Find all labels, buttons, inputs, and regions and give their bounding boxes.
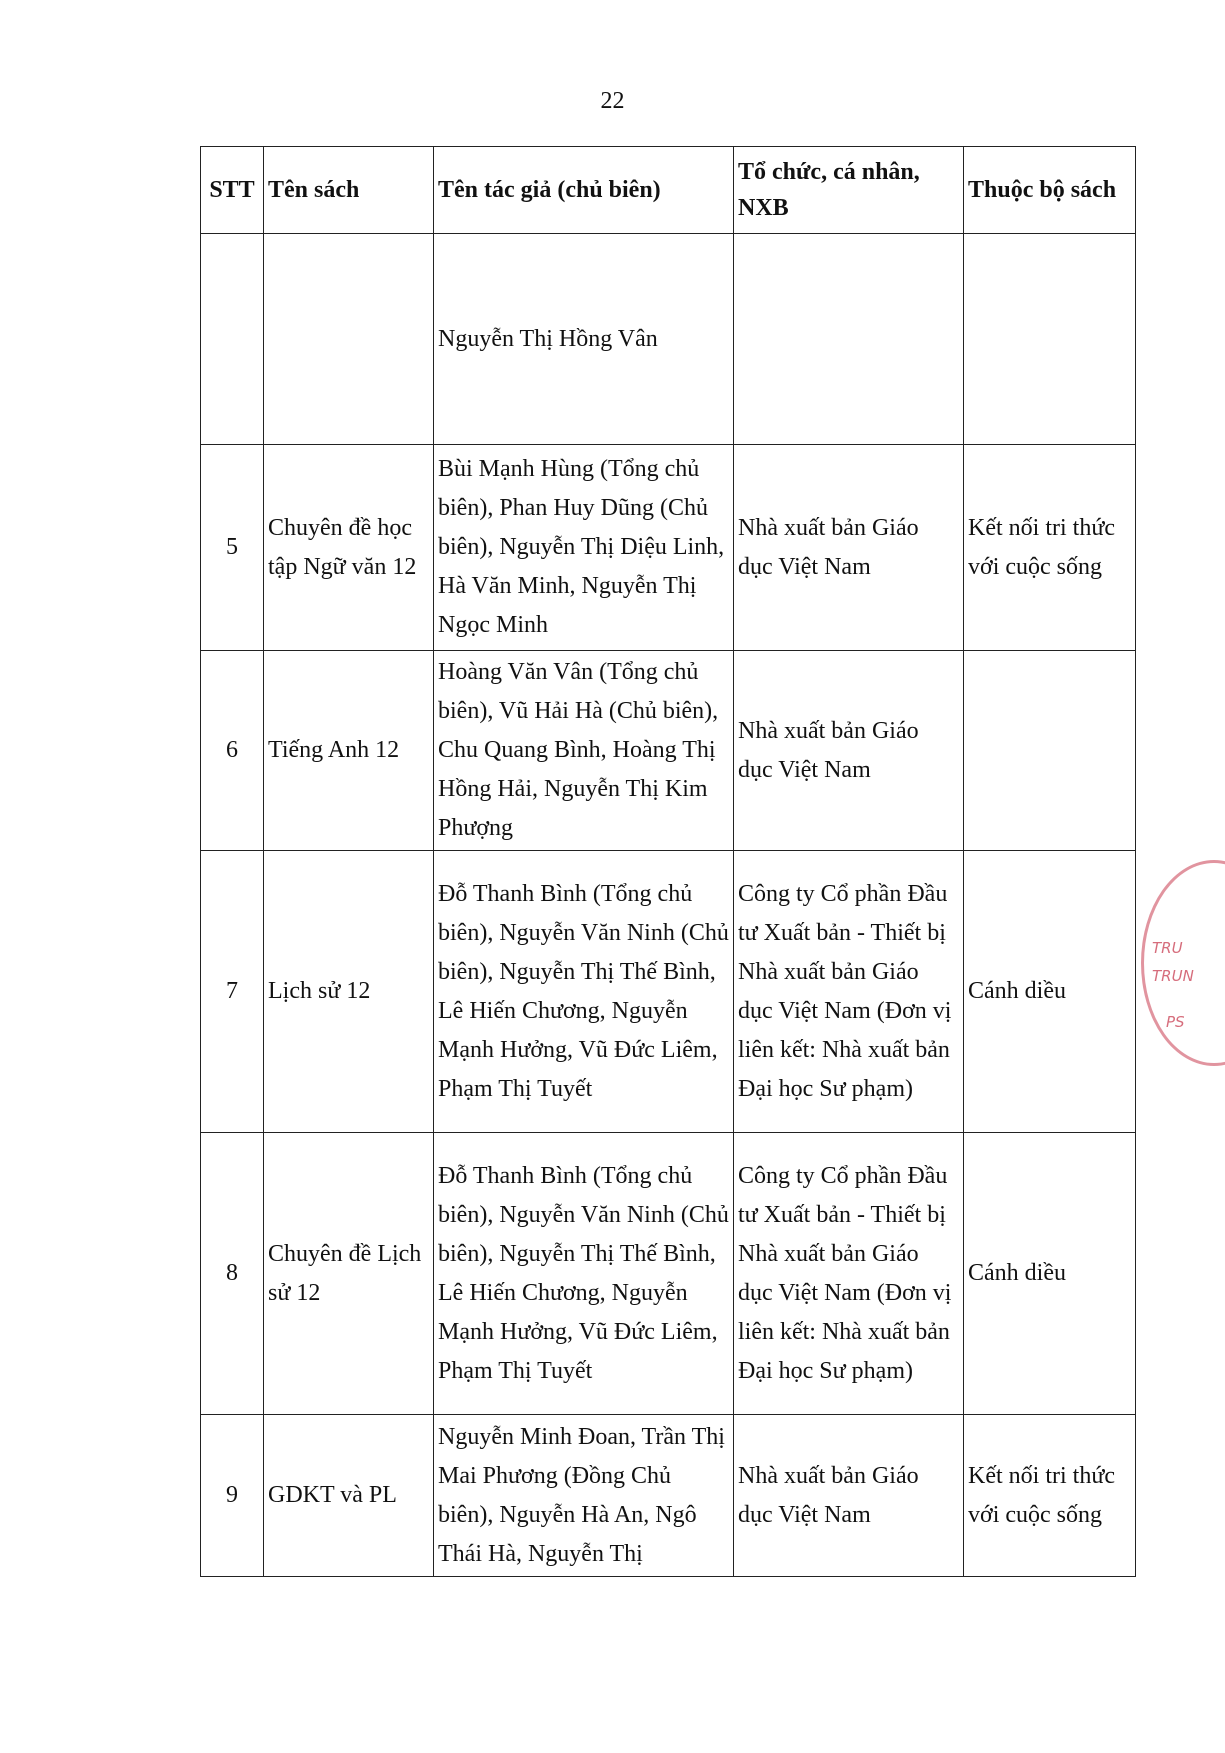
cell-ten-sach: Chuyên đề Lịch sử 12	[264, 1133, 434, 1415]
page-number: 22	[600, 88, 625, 114]
table-row	[201, 651, 1136, 851]
stamp-text-1: TRU	[1152, 939, 1183, 957]
cell-bo-sach	[964, 234, 1136, 445]
cell-stt: 8	[201, 1133, 264, 1415]
cell-to-chuc: Nhà xuất bản Giáo dục Việt Nam	[734, 445, 964, 651]
table-row	[201, 1415, 1136, 1577]
cell-tac-gia: Đỗ Thanh Bình (Tổng chủ biên), Nguyễn Văn Ninh (Chủ biên), Nguyễn Thị Thế Bình, Lê Hiến Chương, Nguyễn Mạnh Hưởng, Vũ Đức Liêm, Phạm Thị Tuyết	[434, 1133, 734, 1415]
cell-bo-sach	[964, 651, 1136, 851]
cell-tac-gia: Bùi Mạnh Hùng (Tổng chủ biên), Phan Huy Dũng (Chủ biên), Nguyễn Thị Diệu Linh, Hà Văn Minh, Nguyễn Thị Ngọc Minh	[434, 445, 734, 651]
header-to-chuc: Tổ chức, cá nhân, NXB	[734, 147, 964, 234]
red-seal-stamp	[1141, 860, 1225, 1066]
cell-ten-sach: Chuyên đề học tập Ngữ văn 12	[264, 445, 434, 651]
cell-tac-gia: Đỗ Thanh Bình (Tổng chủ biên), Nguyễn Văn Ninh (Chủ biên), Nguyễn Thị Thế Bình, Lê Hiến Chương, Nguyễn Mạnh Hưởng, Vũ Đức Liêm, Phạm Thị Tuyết	[434, 851, 734, 1133]
cell-to-chuc: Công ty Cổ phần Đầu tư Xuất bản - Thiết bị Nhà xuất bản Giáo dục Việt Nam (Đơn vị liên kết: Nhà xuất bản Đại học Sư phạm)	[734, 1133, 964, 1415]
cell-tac-gia: Nguyễn Thị Hồng Vân	[434, 234, 734, 445]
cell-ten-sach: GDKT và PL	[264, 1415, 434, 1577]
cell-ten-sach: Lịch sử 12	[264, 851, 434, 1133]
book-list-table	[200, 146, 1136, 1577]
cell-bo-sach: Kết nối tri thức với cuộc sống	[964, 445, 1136, 651]
cell-to-chuc: Công ty Cổ phần Đầu tư Xuất bản - Thiết bị Nhà xuất bản Giáo dục Việt Nam (Đơn vị liên kết: Nhà xuất bản Đại học Sư phạm)	[734, 851, 964, 1133]
stamp-text-2: TRUN	[1152, 967, 1194, 985]
cell-to-chuc: Nhà xuất bản Giáo dục Việt Nam	[734, 651, 964, 851]
cell-bo-sach: Kết nối tri thức với cuộc sống	[964, 1415, 1136, 1577]
cell-stt: 7	[201, 851, 264, 1133]
cell-tac-gia: Hoàng Văn Vân (Tổng chủ biên), Vũ Hải Hà (Chủ biên), Chu Quang Bình, Hoàng Thị Hồng Hải, Nguyễn Thị Kim Phượng	[434, 651, 734, 851]
cell-stt: 5	[201, 445, 264, 651]
cell-bo-sach: Cánh diều	[964, 1133, 1136, 1415]
stamp-text-3: PS	[1166, 1013, 1185, 1031]
table-row	[201, 1133, 1136, 1415]
header-stt: STT	[201, 147, 264, 234]
cell-stt	[201, 234, 264, 445]
table-row	[201, 445, 1136, 651]
cell-tac-gia: Nguyễn Minh Đoan, Trần Thị Mai Phương (Đồng Chủ biên), Nguyễn Hà An, Ngô Thái Hà, Nguyễn Thị	[434, 1415, 734, 1577]
table-row-continuation	[201, 234, 1136, 445]
cell-stt: 9	[201, 1415, 264, 1577]
cell-ten-sach	[264, 234, 434, 445]
header-bo-sach: Thuộc bộ sách	[964, 147, 1136, 234]
header-tac-gia: Tên tác giả (chủ biên)	[434, 147, 734, 234]
table-header-row	[201, 147, 1136, 234]
cell-to-chuc: Nhà xuất bản Giáo dục Việt Nam	[734, 1415, 964, 1577]
table-row	[201, 851, 1136, 1133]
cell-ten-sach: Tiếng Anh 12	[264, 651, 434, 851]
cell-bo-sach: Cánh diều	[964, 851, 1136, 1133]
cell-to-chuc	[734, 234, 964, 445]
header-ten-sach: Tên sách	[264, 147, 434, 234]
cell-stt: 6	[201, 651, 264, 851]
